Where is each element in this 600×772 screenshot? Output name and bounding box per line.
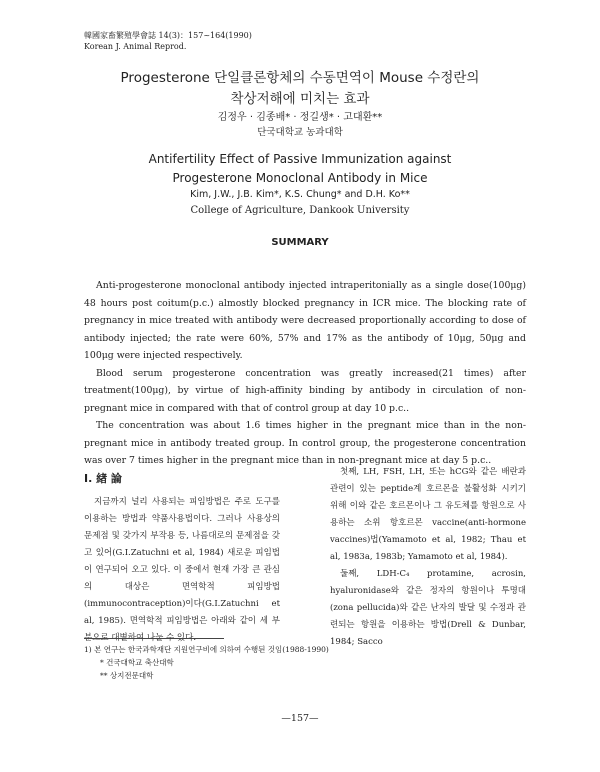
body-paragraph: 첫째, LH, FSH, LH, 또는 hCG와 같은 배란과 관련이 있는 peptide계 호르몬을 불활성화 시키기 위해 이와 같은 호르몬이나 그 유도체를 항원으로 사용하는 소위 항호르몬 vaccine(anti-hormone vaccines)법(Yamamoto et al, 1982; Thau et al, 1983a, 1983b; Yamamoto et al, 1984).	[330, 467, 526, 562]
footnote-funding: 1) 본 연구는 한국과학재단 지원연구비에 의하여 수행된 것임(1988-1990)	[84, 645, 329, 654]
affiliation-english: College of Agriculture, Dankook University	[190, 205, 410, 216]
body-paragraph: 지금까지 널리 사용되는 피임방법은 주로 도구를 이용하는 방법과 약품사용법이다. 그러나 사용상의 문제점 및 갖가지 부작용 등, 나름대로의 문제점을 갖고 있어(G.I.Zatuchni et al, 1984) 새로운 피임법이 연구되어 오고 있다. 이 중에서 현재 가장 큰 관심의 대상은 면역학적 피임방법(immunocontraception)이다(G.I.Zatuchni et al, 1985). 면역학적 피임방법은 아래와 같이 세 부분으로 대별하여 나눌 수 있다.	[84, 497, 280, 643]
page-number: —157—	[281, 713, 319, 724]
journal-citation-en: Korean J. Animal Reprod.	[84, 42, 187, 51]
title-english-line2: Progesterone Monoclonal Antibody in Mice	[172, 171, 428, 185]
footnotes	[84, 643, 329, 682]
body-paragraph: 둘째, LDH-C₄ protamine, acrosin, hyaluronidase와 같은 정자의 항원이나 투명대(zona pellucida)와 같은 난자의 발달 및 수정과 관련되는 항원을 이용하는 방법(Drell & Dunbar, 1984; Sacco	[330, 569, 526, 647]
title-korean-line2: 착상저해에 미치는 효과	[230, 91, 370, 107]
body-column-left	[84, 494, 280, 647]
abstract	[84, 277, 526, 470]
affiliation-korean: 단국대학교 농과대학	[257, 127, 343, 138]
abstract-paragraph: Anti-progesterone monoclonal antibody injected intraperitonially as a single dose(100μg) 48 hours post coitum(p.c.) almostly blocked pregnancy in ICR mice. The blocking rate of pregnancy in mice treated with antibody were decreased proportionally according to dose of antibody injected; the rate were 60%, 57% and 17% as the antibody of 10μg, 50μg and 100μg were injected respectively.	[84, 280, 526, 361]
abstract-paragraph: Blood serum progesterone concentration was greatly increased(21 times) after treatment(100μg), by virtue of high-affinity binding by antibody in circulation of non-pregnant mice in compared with that of control group at day 10 p.c..	[84, 367, 526, 414]
title-korean-line1: Progesterone 단일클론항체의 수동면역이 Mouse 수정란의	[120, 70, 480, 86]
body-column-right	[330, 464, 526, 651]
section-heading-introduction: Ⅰ. 緖 論	[84, 472, 122, 485]
authors-english: Kim, J.W., J.B. Kim*, K.S. Chung* and D.H. Ko**	[190, 189, 410, 200]
footnote-affiliation-2: ** 상지전문대학	[100, 671, 154, 680]
journal-citation	[84, 30, 252, 52]
journal-citation-ko: 韓國家畜繁殖學會誌 14(3)：157~164(1990)	[84, 31, 252, 40]
footnote-affiliation-1: * 건국대학교 축산대학	[100, 658, 174, 667]
footnote-divider	[84, 638, 224, 639]
title-english-line1: Antifertility Effect of Passive Immunization against	[148, 152, 452, 166]
summary-heading: SUMMARY	[271, 237, 329, 248]
authors-korean: 김정우 · 김종배* · 정길생* · 고대환**	[217, 112, 383, 123]
abstract-paragraph: The concentration was about 1.6 times higher in the pregnant mice than in the non-pregnant mice in antibody treated group. In control group, the progesterone concentration was over 7 times higher in the pregnant mice than in non-pregnant mice at day 5 p.c..	[84, 420, 526, 466]
